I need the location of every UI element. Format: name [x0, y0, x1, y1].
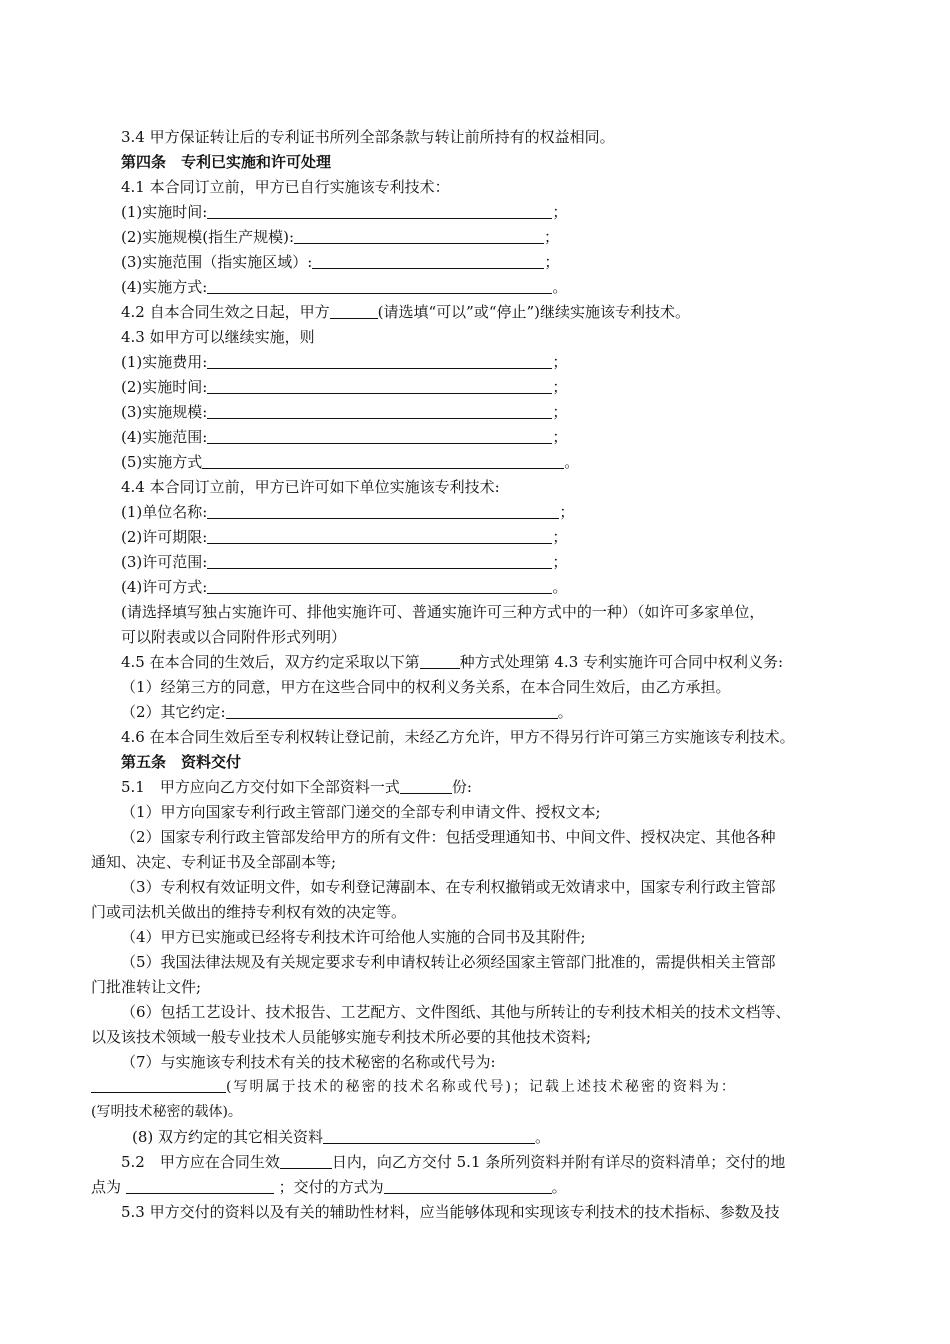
clause-4-4-item-4: (4)许可方式: 。	[121, 578, 568, 596]
blank-field[interactable]	[207, 278, 552, 294]
clause-5-1-item-5-line-2: 门批准转让文件;	[91, 978, 202, 996]
clause-5-1-item-4: （4）甲方已实施或已经将专利技术许可给他人实施的合同书及其附件;	[121, 928, 586, 946]
clause-4-3-item-3: (3)实施规模: ；	[121, 403, 568, 421]
clause-4-1-item-4: (4)实施方式: 。	[121, 278, 568, 296]
clause-4-4: 4.4 本合同订立前，甲方已许可如下单位实施该专利技术:	[121, 478, 500, 496]
blank-field[interactable]	[207, 403, 552, 419]
blank-field[interactable]	[91, 1077, 226, 1093]
clause-5-1-item-6-line-2: 以及该技术领域一般专业技术人员能够实施专利技术所必要的其他技术资料;	[91, 1028, 592, 1046]
blank-field[interactable]	[384, 1178, 552, 1194]
clause-5-1-item-8: (8) 双方约定的其它相关资料 。	[132, 1128, 551, 1146]
blank-field[interactable]	[312, 253, 544, 269]
blank-field[interactable]	[280, 1153, 332, 1169]
clause-4-3-item-4: (4)实施范围: ；	[121, 428, 568, 446]
clause-4-2: 4.2 自本合同生效之日起，甲方 (请选填“可以”或“停止”)继续实施该专利技术。	[121, 303, 691, 321]
clause-5-1-item-2-line-2: 通知、决定、专利证书及全部副本等;	[91, 853, 337, 871]
clause-5-2-line-2: 点为 ；交付的方式为 。	[91, 1178, 567, 1196]
clause-4-5-item-2: （2）其它约定: 。	[121, 703, 573, 721]
clause-5-1-item-7-line-3: (写明技术秘密的载体)。	[91, 1104, 242, 1120]
clause-4-5-item-1: （1）经第三方的同意，甲方在这些合同中的权利义务关系，在本合同生效后，由乙方承担。	[121, 678, 731, 696]
blank-field[interactable]	[330, 303, 378, 319]
blank-field[interactable]	[226, 703, 558, 719]
blank-field[interactable]	[207, 553, 552, 569]
clause-4-3-item-5: (5)实施方式 。	[121, 453, 580, 471]
clause-4-4-item-3: (3)许可范围: ；	[121, 553, 568, 571]
article-5-heading: 第五条 资料交付	[121, 753, 242, 771]
blank-field[interactable]	[323, 1128, 535, 1144]
blank-field[interactable]	[202, 453, 564, 469]
blank-field[interactable]	[294, 228, 544, 244]
note-line-2: 可以附表或以合同附件形式列明）	[121, 628, 347, 646]
clause-5-1-item-7-line-2: (写明属于技术的秘密的技术名称或代号)；记载上述技术秘密的资料为：	[91, 1077, 737, 1097]
clause-4-3-item-2: (2)实施时间: ；	[121, 378, 568, 396]
clause-5-1-item-3-line-1: （3）专利权有效证明文件，如专利登记薄副本、在专利权撤销或无效请求中，国家专利行政主管部	[121, 878, 776, 896]
blank-field[interactable]	[420, 653, 460, 669]
blank-field[interactable]	[207, 428, 552, 444]
clause-4-4-item-2: (2)许可期限: ；	[121, 528, 568, 546]
clause-4-6: 4.6 在本合同生效后至专利权转让登记前，未经乙方允许，甲方不得另行许可第三方实施该专利技术。	[121, 728, 795, 746]
article-4-heading: 第四条 专利已实施和许可处理	[121, 153, 332, 171]
clause-5-1-item-1: （1）甲方向国家专利行政主管部门递交的全部专利申请文件、授权文本;	[121, 803, 601, 821]
clause-5-2-line-1: 5.2 甲方应在合同生效 日内，向乙方交付 5.1 条所列资料并附有详尽的资料清单；交付的地	[121, 1153, 786, 1171]
clause-4-3-item-1: (1)实施费用: ；	[121, 353, 568, 371]
clause-5-3: 5.3 甲方交付的资料以及有关的辅助性材料，应当能够体现和实现该专利技术的技术指标、参数及技	[121, 1203, 780, 1221]
note-line-1: (请选择填写独占实施许可、排他实施许可、普通实施许可三种方式中的一种）（如许可多家单位，	[121, 603, 765, 621]
clause-5-1-item-3-line-2: 门或司法机关做出的维持专利权有效的决定等。	[91, 903, 407, 921]
clause-4-1-item-3: (3)实施范围（指实施区域）: ；	[121, 253, 560, 271]
blank-field[interactable]	[207, 528, 552, 544]
clause-3-4: 3.4 甲方保证转让后的专利证书所列全部条款与转让前所持有的权益相同。	[121, 128, 615, 146]
blank-field[interactable]	[126, 1178, 274, 1194]
clause-4-4-item-1: (1)单位名称: ；	[121, 503, 575, 521]
blank-field[interactable]	[400, 778, 452, 794]
clause-4-5: 4.5 在本合同的生效后，双方约定采取以下第 种方式处理第 4.3 专利实施许可合同中权利义务:	[121, 653, 784, 671]
clause-4-1-item-1: (1)实施时间: ；	[121, 203, 568, 221]
blank-field[interactable]	[207, 578, 552, 594]
clause-5-1: 5.1 甲方应向乙方交付如下全部资料一式 份:	[121, 778, 472, 796]
blank-field[interactable]	[207, 203, 552, 219]
blank-field[interactable]	[207, 378, 552, 394]
clause-5-1-item-5-line-1: （5）我国法律法规及有关规定要求专利申请权转让必须经国家主管部门批准的，需提供相关主管部	[121, 953, 776, 971]
clause-5-1-item-7: （7）与实施该专利技术有关的技术秘密的名称或代号为:	[121, 1053, 496, 1071]
clause-4-3: 4.3 如甲方可以继续实施，则	[121, 328, 315, 346]
blank-field[interactable]	[207, 353, 552, 369]
blank-field[interactable]	[207, 503, 559, 519]
clause-5-1-item-6-line-1: （6）包括工艺设计、技术报告、工艺配方、文件图纸、其他与所转让的专利技术相关的技术文档等、	[121, 1003, 791, 1021]
clause-4-1-item-2: (2)实施规模(指生产规模): ；	[121, 228, 560, 246]
clause-5-1-item-2-line-1: （2）国家专利行政主管部发给甲方的所有文件：包括受理通知书、中间文件、授权决定、其他各种	[121, 828, 776, 846]
clause-4-1: 4.1 本合同订立前，甲方已自行实施该专利技术：	[121, 178, 450, 196]
